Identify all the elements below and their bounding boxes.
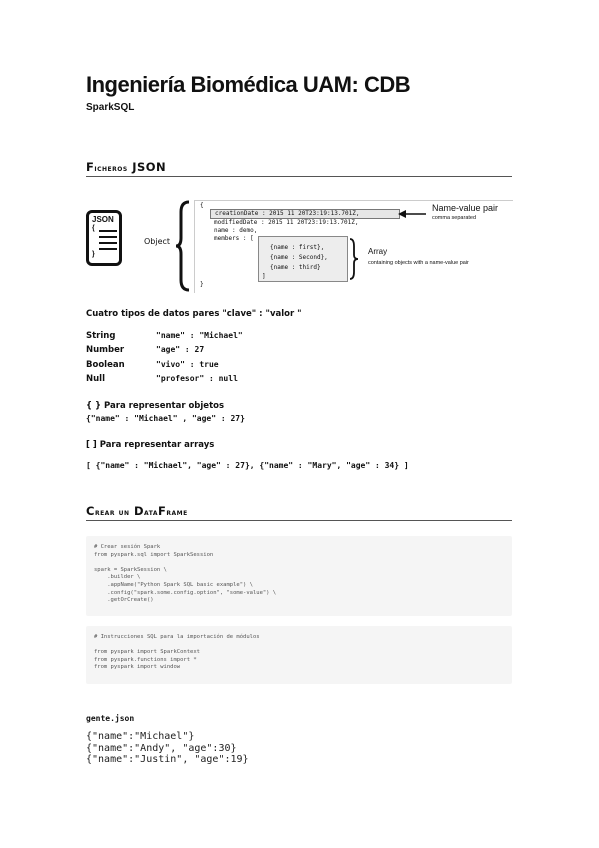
doc-line-2 xyxy=(99,236,117,238)
code-line-4: members : [ xyxy=(214,235,254,242)
objects-heading: { } Para representar objetos xyxy=(86,401,225,411)
gente-json-content: {"name":"Michael"} {"name":"Andy", "age":30} {"name":"Justin", "age":19} xyxy=(86,731,249,765)
object-brace-icon xyxy=(174,200,192,292)
type-row-boolean xyxy=(86,360,219,370)
section-divider xyxy=(86,176,512,177)
type-example: "name" : "Michael" xyxy=(156,331,243,340)
type-name: Boolean xyxy=(86,360,125,370)
code-text: # Instrucciones SQL para la importación de módulos from pyspark import SparkContext from pyspark.functions import * from pyspark import window xyxy=(94,634,260,671)
page-subtitle: SparkSQL xyxy=(86,102,135,113)
code-line-5: {name : first}, xyxy=(270,244,325,251)
heading-initial: F xyxy=(86,160,95,174)
code-line-7: {name : third} xyxy=(270,264,321,271)
code-block-imports xyxy=(86,626,512,684)
arrays-example: [ {"name" : "Michael", "age" : 27}, {"name" : "Mary", "age" : 34} ] xyxy=(86,461,409,470)
heading-rest: rear un xyxy=(94,508,130,518)
heading-rest: ata xyxy=(144,508,158,518)
code-line-1: creationDate : 2015 11 20T23:19:13.701Z, xyxy=(210,209,400,219)
type-example: "profesor" : null xyxy=(156,374,238,383)
code-line-9: } xyxy=(200,281,204,288)
types-heading: Cuatro tipos de datos pares "clave" : "valor " xyxy=(86,309,302,319)
code-line-6: {name : Second}, xyxy=(270,254,328,261)
heading-initial: D xyxy=(133,504,145,518)
code-line-0: { xyxy=(200,202,204,209)
type-row-null xyxy=(86,374,238,384)
code-line-8: ] xyxy=(262,273,266,280)
type-row-string xyxy=(86,331,243,341)
objects-example: {"name" : "Michael" , "age" : 27} xyxy=(86,414,245,423)
type-name: Number xyxy=(86,345,125,355)
code-line-3: name : demo, xyxy=(214,227,258,234)
array-brace-icon xyxy=(348,238,360,280)
code-line-2: modifiedDate : 2015 11 20T23:19:13.701Z, xyxy=(214,219,359,226)
page-title: Ingeniería Biomédica UAM: CDB xyxy=(86,72,411,97)
json-icon-label: JSON xyxy=(92,215,114,224)
type-name: String xyxy=(86,331,116,341)
name-value-subtitle: comma separated xyxy=(432,215,477,221)
gente-json-label: gente.json xyxy=(86,714,135,723)
section-heading-ficheros-json xyxy=(86,160,166,174)
type-example: "age" : 27 xyxy=(156,345,205,354)
heading-rest: icheros xyxy=(94,164,128,174)
brace-open-glyph: { xyxy=(92,225,95,232)
brace-close-glyph: } xyxy=(92,251,95,258)
array-subtitle: containing objects with a name-value pair xyxy=(368,260,469,266)
json-structure-figure xyxy=(86,200,512,295)
object-label: Object xyxy=(144,237,171,246)
heading-initial: F xyxy=(157,504,167,518)
type-example: "vivo" : true xyxy=(156,360,219,369)
section-heading-crear-dataframe xyxy=(86,504,188,518)
heading-json: JSON xyxy=(132,160,167,174)
heading-initial: C xyxy=(86,504,95,518)
code-text: # Crear sesión Spark from pyspark.sql import SparkSession spark = SparkSession \ .builder \ .appName("Python Spark SQL basic example") \ .config("spark.some.config.option", "some-value") \ .getOrCreate() xyxy=(94,544,277,604)
name-value-title: Name-value pair xyxy=(432,203,499,213)
heading-rest: rame xyxy=(166,508,188,518)
doc-line-1 xyxy=(99,230,117,232)
json-document-icon xyxy=(86,210,122,266)
doc-line-4 xyxy=(99,248,117,250)
arrays-heading: [ ] Para representar arrays xyxy=(86,440,215,450)
doc-line-3 xyxy=(99,242,117,244)
arrow-left-icon xyxy=(398,209,428,219)
array-title: Array xyxy=(368,247,388,256)
type-row-number xyxy=(86,345,205,355)
section-divider xyxy=(86,520,512,521)
code-block-spark-session xyxy=(86,536,512,616)
type-name: Null xyxy=(86,374,105,384)
